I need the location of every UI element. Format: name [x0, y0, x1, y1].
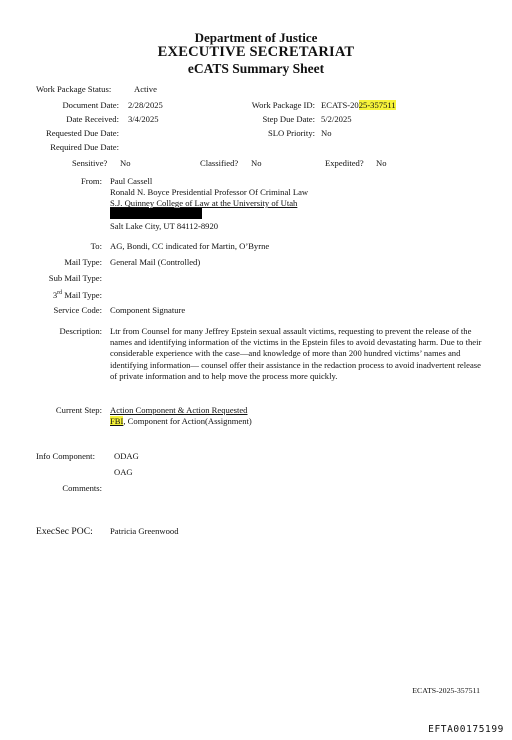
comments-label: Comments:	[62, 483, 102, 493]
fbi-highlight: FBI	[110, 416, 124, 426]
document-date-label: Document Date:	[62, 100, 119, 110]
sheet-title: eCATS Summary Sheet	[187, 61, 325, 76]
execsec-poc-value: Patricia Greenwood	[110, 526, 179, 536]
to-label: To:	[90, 241, 102, 251]
from-organization: S.J. Quinney College of Law at the University of Utah	[110, 198, 298, 208]
service-code-value: Component Signature	[110, 305, 186, 315]
redaction-bar	[110, 208, 202, 219]
secretariat-title: EXECUTIVE SECRETARIAT	[157, 44, 355, 60]
footer-reference: ECATS-2025-357511	[412, 686, 480, 695]
required-due-label: Required Due Date:	[50, 142, 119, 152]
from-label: From:	[80, 176, 102, 186]
info-component-odag: ODAG	[114, 451, 139, 461]
third-mail-type-label: 3rd Mail Type:	[52, 289, 102, 300]
to-value: AG, Bondi, CC indicated for Martin, O’Byrne	[110, 241, 270, 251]
work-package-id-highlight: 25-357511	[358, 100, 396, 110]
mail-type-value: General Mail (Controlled)	[110, 257, 201, 267]
expedited-label: Expedited?	[325, 158, 364, 168]
status-value: Active	[134, 84, 157, 94]
mail-type-label: Mail Type:	[64, 257, 102, 267]
service-code-label: Service Code:	[53, 305, 102, 315]
date-received-value: 3/4/2025	[128, 114, 159, 124]
requested-due-label: Requested Due Date:	[45, 128, 119, 138]
expedited-value: No	[376, 158, 387, 168]
document-date-value: 2/28/2025	[128, 100, 163, 110]
from-name: Paul Cassell	[110, 176, 153, 186]
date-received-label: Date Received:	[66, 114, 119, 124]
info-component-label: Info Component:	[36, 451, 95, 461]
classified-value: No	[251, 158, 262, 168]
work-package-id-value: ECATS-2025-357511	[321, 100, 396, 110]
sub-mail-type-label: Sub Mail Type:	[48, 273, 102, 283]
classified-label: Classified?	[200, 158, 239, 168]
step-due-label: Step Due Date:	[262, 114, 315, 124]
info-component-oag: OAG	[114, 467, 133, 477]
current-step-assignment: FBI, Component for Action(Assignment)	[110, 416, 252, 426]
work-package-id-label: Work Package ID:	[251, 100, 315, 110]
current-step-label: Current Step:	[55, 405, 102, 415]
execsec-poc-label: ExecSec POC:	[36, 526, 93, 537]
from-city: Salt Lake City, UT 84112-8920	[110, 221, 219, 231]
sensitive-value: No	[120, 158, 131, 168]
from-title: Ronald N. Boyce Presidential Professor Of Criminal Law	[110, 187, 309, 197]
description-label: Description:	[59, 326, 102, 336]
status-label: Work Package Status:	[36, 84, 112, 94]
bates-stamp: EFTA00175199	[428, 724, 504, 735]
slo-priority-value: No	[321, 128, 332, 138]
step-due-value: 5/2/2025	[321, 114, 352, 124]
current-step-action: Action Component & Action Requested	[110, 405, 248, 415]
description-text: Ltr from Counsel for many Jeffrey Epstein sexual assault victims, requesting to prevent the release of the names and identifying information of the victims in the Epstein files to avoid devastating harm. Due to their considerable experience with the case—and knowledge of more than 200 hundred victims’ names and identifying information— counsel offer their assistance in the redaction process to avoid inadvertent release of private information and to help move the process more quickly.	[110, 326, 482, 381]
slo-priority-label: SLO Priority:	[267, 128, 315, 138]
sensitive-label: Sensitive?	[72, 158, 108, 168]
department-title: Department of Justice	[194, 30, 318, 45]
